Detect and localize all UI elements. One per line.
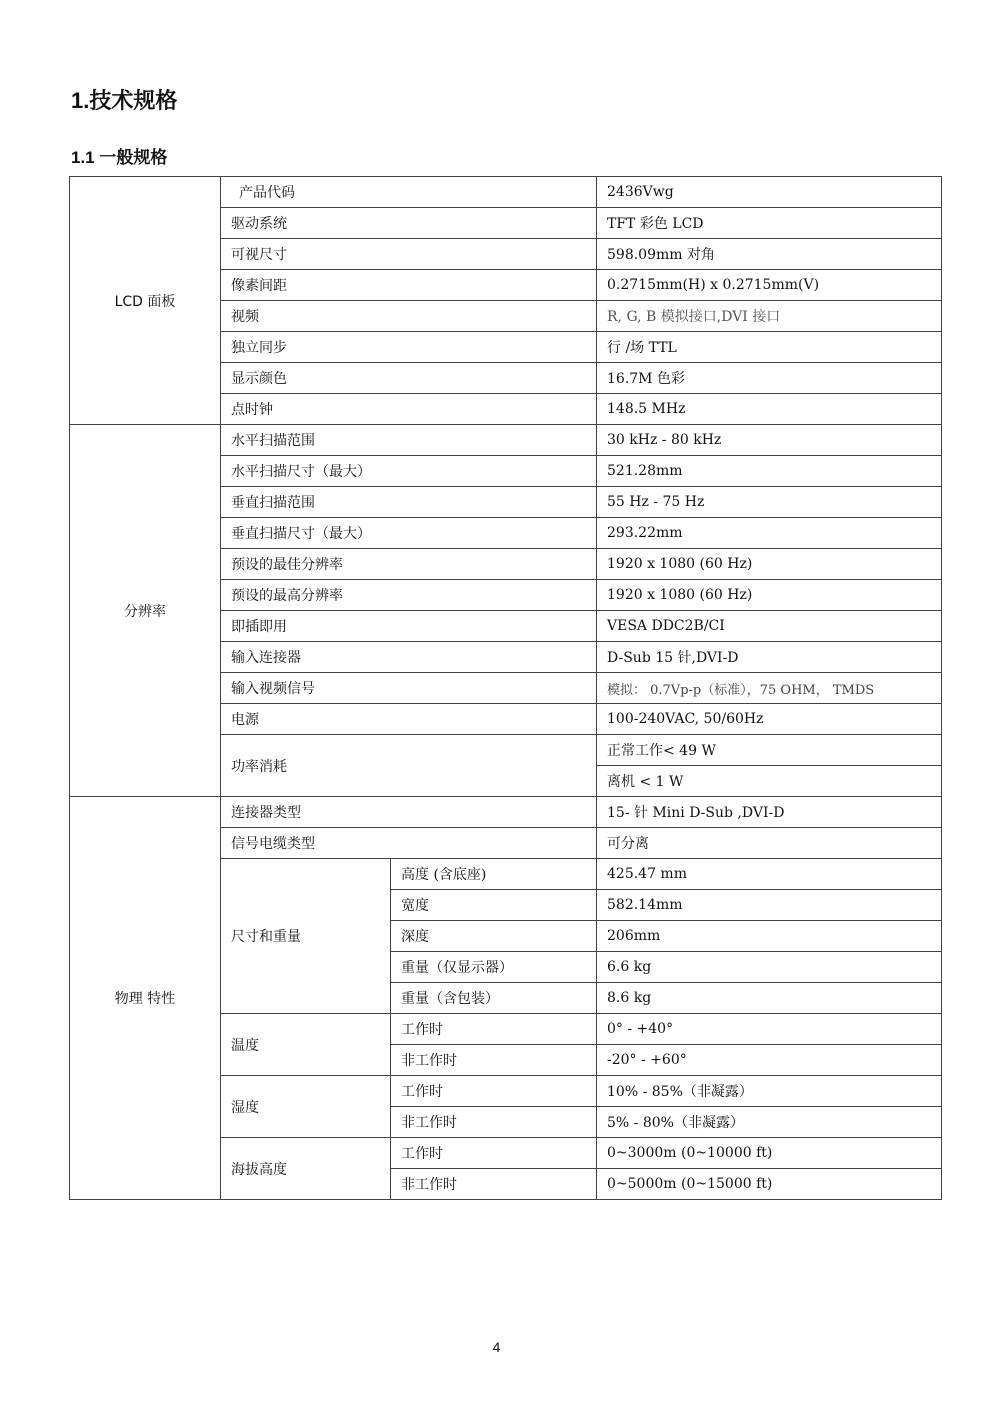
spec-label: 功率消耗 xyxy=(221,735,597,797)
spec-value: 可分离 xyxy=(597,828,942,859)
spec-sublabel: 非工作时 xyxy=(391,1107,597,1138)
spec-sublabel: 深度 xyxy=(391,921,597,952)
spec-value: -20° - +60° xyxy=(597,1045,942,1076)
spec-sublabel: 非工作时 xyxy=(391,1169,597,1200)
spec-sublabel: 工作时 xyxy=(391,1014,597,1045)
spec-value: 0.2715mm(H) x 0.2715mm(V) xyxy=(597,270,942,301)
spec-label: 预设的最佳分辨率 xyxy=(221,549,597,580)
spec-sublabel: 宽度 xyxy=(391,890,597,921)
page-number: 4 xyxy=(492,1339,501,1355)
spec-value: 148.5 MHz xyxy=(597,394,942,425)
spec-value: 15- 针 Mini D-Sub ,DVI-D xyxy=(597,797,942,828)
spec-label: 垂直扫描尺寸（最大） xyxy=(221,518,597,549)
spec-value: 100-240VAC, 50/60Hz xyxy=(597,704,942,735)
group-lcd-panel: LCD 面板 xyxy=(70,177,221,425)
spec-value: 8.6 kg xyxy=(597,983,942,1014)
spec-label: 独立同步 xyxy=(221,332,597,363)
spec-label: 连接器类型 xyxy=(221,797,597,828)
spec-sublabel: 重量（含包装） xyxy=(391,983,597,1014)
spec-value: 0~3000m (0~10000 ft) xyxy=(597,1138,942,1169)
spec-sublabel: 重量（仅显示器） xyxy=(391,952,597,983)
spec-label: 预设的最高分辨率 xyxy=(221,580,597,611)
spec-value: 0~5000m (0~15000 ft) xyxy=(597,1169,942,1200)
spec-sublabel: 非工作时 xyxy=(391,1045,597,1076)
spec-label: 尺寸和重量 xyxy=(221,859,391,1014)
spec-value: 1920 x 1080 (60 Hz) xyxy=(597,549,942,580)
spec-label: 可视尺寸 xyxy=(221,239,597,270)
spec-label: 即插即用 xyxy=(221,611,597,642)
spec-label: 输入连接器 xyxy=(221,642,597,673)
spec-value: D-Sub 15 针,DVI-D xyxy=(597,642,942,673)
spec-label: 像素间距 xyxy=(221,270,597,301)
spec-value: 2436Vwg xyxy=(597,177,942,208)
table-row xyxy=(70,797,942,828)
spec-value: 1920 x 1080 (60 Hz) xyxy=(597,580,942,611)
page-title: 1.技术规格 xyxy=(71,88,178,113)
spec-table xyxy=(69,176,942,1200)
spec-label: 输入视频信号 xyxy=(221,673,597,704)
spec-value: 模拟： 0.7Vp-p（标准），75 OHM， TMDS xyxy=(597,673,942,704)
spec-value: R, G, B 模拟接口,DVI 接口 xyxy=(597,301,942,332)
spec-value: 30 kHz - 80 kHz xyxy=(597,425,942,456)
spec-label: 点时钟 xyxy=(221,394,597,425)
spec-value: 598.09mm 对角 xyxy=(597,239,942,270)
spec-label: 水平扫描范围 xyxy=(221,425,597,456)
spec-label: 显示颜色 xyxy=(221,363,597,394)
group-resolution: 分辨率 xyxy=(70,425,221,797)
spec-label: 信号电缆类型 xyxy=(221,828,597,859)
spec-value: 293.22mm xyxy=(597,518,942,549)
spec-value: 206mm xyxy=(597,921,942,952)
table-row xyxy=(70,177,942,208)
spec-label: 产品代码 xyxy=(221,177,597,208)
spec-value: 16.7M 色彩 xyxy=(597,363,942,394)
spec-label: 海拔高度 xyxy=(221,1138,391,1200)
spec-label: 驱动系统 xyxy=(221,208,597,239)
spec-sublabel: 工作时 xyxy=(391,1076,597,1107)
group-physical: 物理 特性 xyxy=(70,797,221,1200)
spec-value: 0° - +40° xyxy=(597,1014,942,1045)
spec-label: 湿度 xyxy=(221,1076,391,1138)
spec-value: 521.28mm xyxy=(597,456,942,487)
spec-label: 垂直扫描范围 xyxy=(221,487,597,518)
spec-value: 行 /场 TTL xyxy=(597,332,942,363)
spec-value: VESA DDC2B/CI xyxy=(597,611,942,642)
spec-sublabel: 高度 (含底座) xyxy=(391,859,597,890)
spec-label: 电源 xyxy=(221,704,597,735)
spec-value: 425.47 mm xyxy=(597,859,942,890)
spec-label: 温度 xyxy=(221,1014,391,1076)
spec-value: 离机 < 1 W xyxy=(597,766,942,797)
spec-value: 10% - 85%（非凝露） xyxy=(597,1076,942,1107)
spec-label: 视频 xyxy=(221,301,597,332)
spec-value: 582.14mm xyxy=(597,890,942,921)
spec-value: 6.6 kg xyxy=(597,952,942,983)
table-row xyxy=(70,425,942,456)
section-title: 1.1 一般规格 xyxy=(71,148,168,167)
spec-label: 水平扫描尺寸（最大） xyxy=(221,456,597,487)
spec-value: 正常工作< 49 W xyxy=(597,735,942,766)
spec-value: 55 Hz - 75 Hz xyxy=(597,487,942,518)
spec-value: TFT 彩色 LCD xyxy=(597,208,942,239)
spec-value: 5% - 80%（非凝露） xyxy=(597,1107,942,1138)
spec-sublabel: 工作时 xyxy=(391,1138,597,1169)
